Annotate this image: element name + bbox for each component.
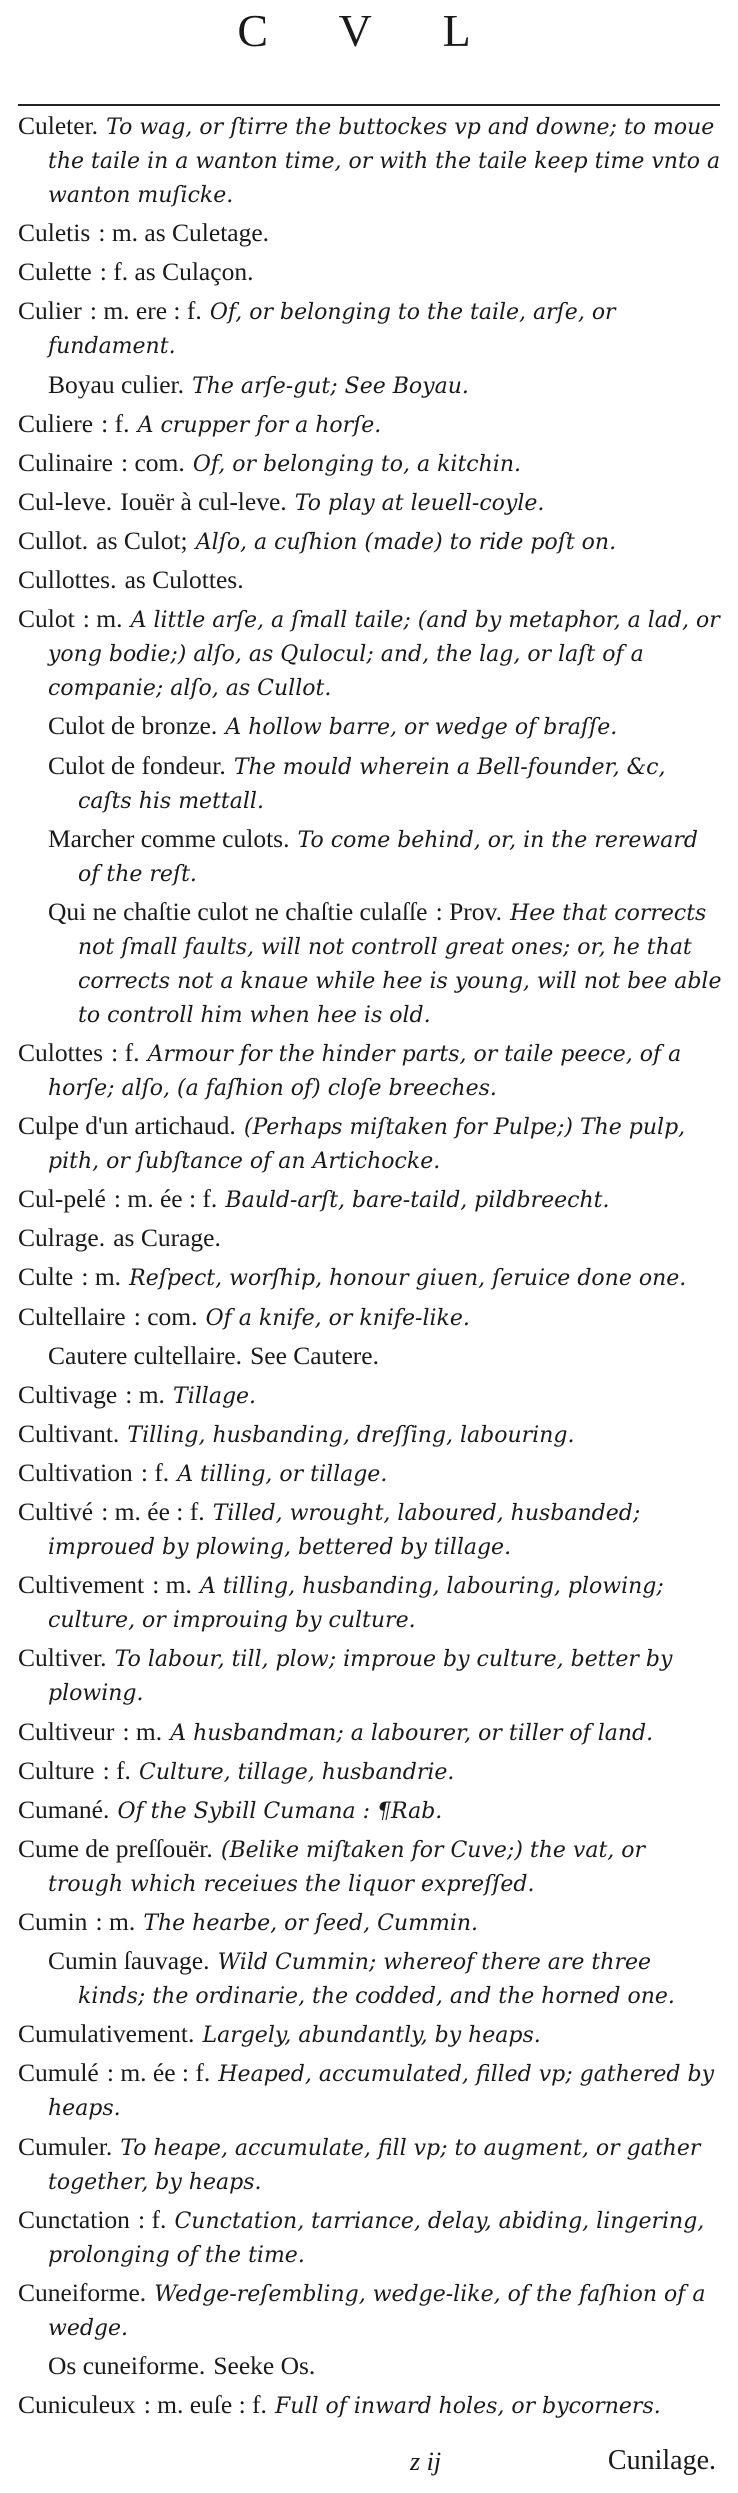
definition: To labour, till, plow; improue by culture, better by plowing. (48, 1647, 673, 1707)
grammar-note: : m. (81, 1262, 122, 1292)
definition: Largely, abundantly, by heaps. (202, 2023, 541, 2049)
headword: Cumin ſauvage. (48, 1946, 210, 1976)
definition: A husbandman; a labourer, or tiller of land. (170, 1720, 654, 1746)
headword: Cul-leve. (18, 486, 113, 516)
grammar-note: : f. (140, 1458, 170, 1487)
headword: Marcher comme culots. (48, 823, 290, 853)
dictionary-entry (18, 1222, 722, 1256)
grammar-note: as Culottes. (124, 565, 244, 595)
headword: Culetis (18, 218, 91, 248)
dictionary-entry (18, 1833, 722, 1901)
grammar-note: : f. (111, 1037, 140, 1067)
dictionary-entry (18, 1755, 722, 1789)
grammar-note: : com. (133, 1301, 198, 1331)
headword: Culpe d'un artichaud. (18, 1111, 236, 1140)
grammar-note: : m. euſe : f. (143, 2390, 267, 2419)
headword: Cultivé (18, 1497, 94, 1527)
definition: To wag, or ſtirre the buttockes vp and downe; to moue the taile in a wanton time, or with the taile keep time vnto a wanton muſicke. (48, 115, 721, 208)
headword: Cumulé (18, 2058, 99, 2088)
dictionary-entry (18, 2018, 722, 2052)
dictionary-entry (18, 1110, 722, 1178)
grammar-note: : m. (125, 1379, 165, 1409)
definition: A little arſe, a ſmall taile; (and by metaphor, a lad, or yong bodie;) alſo, as Qulocul; and, the lag, or laſt of a companie; alſo, as Cullot. (48, 608, 720, 702)
dictionary-entry (48, 2350, 722, 2384)
headword: Cuniculeux (18, 2390, 136, 2419)
dictionary-entry (18, 2204, 722, 2272)
headword: Cultiver. (18, 1643, 107, 1673)
definition: Cunctation, tarriance, delay, abiding, lingering, prolonging of the time. (48, 2208, 705, 2268)
grammar-note: See Cautere. (250, 1340, 379, 1370)
dictionary-entry (18, 1261, 722, 1295)
headword: Culot de bronze. (48, 711, 218, 741)
definition: Wedge-reſembling, wedge-like, of the faſhion of a wedge. (48, 2281, 706, 2341)
dictionary-entry (18, 256, 722, 290)
dictionary-entry (18, 1642, 722, 1710)
grammar-note: Seeke Os. (213, 2350, 316, 2380)
definition: Culture, tillage, husbandrie. (139, 1759, 455, 1785)
headword: Cul-pelé (18, 1184, 106, 1214)
dictionary-entry (18, 1569, 722, 1637)
grammar-note: : m. ée : f. (106, 2058, 211, 2088)
headword: Cumin (18, 1907, 88, 1936)
grammar-note: : m. (95, 1907, 136, 1936)
definition: (Belike miſtaken for Cuve;) the vat, or trough which receiues the liquor expreſſed. (48, 1837, 646, 1897)
dictionary-entry (48, 710, 722, 744)
dictionary-entry (18, 2277, 722, 2345)
dictionary-entry (18, 525, 722, 559)
headword: Os cuneiforme. (48, 2350, 206, 2380)
dictionary-entry (18, 2389, 722, 2423)
grammar-note: : f. (138, 2204, 167, 2234)
dictionary-entry (18, 1716, 722, 1750)
headword: Culeter. (18, 111, 99, 140)
grammar-note: : m. (82, 604, 123, 634)
headword: Cultivant. (18, 1418, 120, 1448)
header-rule (18, 104, 720, 106)
dictionary-entry (18, 564, 722, 598)
grammar-note: : m. ée : f. (101, 1497, 205, 1527)
definition: Of the Sybill Cumana : ¶Rab. (117, 1798, 443, 1824)
page-footer (0, 2429, 738, 2485)
headword: Culiere (18, 408, 94, 438)
definition: Armour for the hinder parts, or taile peece, of a horſe; alſo, (a faſhion of) cloſe breeches. (48, 1041, 682, 1101)
headword: Boyau culier. (48, 369, 184, 399)
grammar-note: : Prov. (435, 896, 502, 926)
dictionary-entry (18, 1301, 722, 1335)
grammar-note: : f. (102, 1755, 131, 1785)
headword: Cultellaire (18, 1301, 126, 1331)
dictionary-entry (18, 1183, 722, 1217)
headword: Cumuler. (18, 2131, 113, 2161)
definition: To play at leuell-coyle. (294, 490, 545, 516)
grammar-note: : f. as Culaçon. (99, 257, 254, 287)
dictionary-entry (18, 1794, 722, 1828)
headword: Culottes (18, 1037, 104, 1067)
dictionary-entry (18, 2057, 722, 2125)
headword: Cunctation (18, 2204, 130, 2234)
dictionary-entry (18, 1496, 722, 1564)
definition: The hearbe, or ſeed, Cummin. (143, 1911, 479, 1936)
headword: Culette (18, 257, 92, 287)
definition: Bauld-arſt, bare-taild, pildbreecht. (225, 1188, 610, 1214)
grammar-note: : f. (101, 408, 130, 438)
headword: Cultivation (18, 1458, 133, 1487)
signature-mark: z ij (410, 2447, 442, 2476)
definition: Wild Cummin; whereof there are three kinds; the ordinarie, the codded, and the horned one. (78, 1950, 675, 2010)
dictionary-entry (18, 1418, 722, 1452)
grammar-note: as Curage. (113, 1223, 221, 1253)
headword: Cuneiforme. (18, 2277, 147, 2307)
dictionary-entry (18, 603, 722, 705)
page-header: C V L (237, 5, 501, 56)
headword: Culot (18, 604, 75, 634)
headword: Cullot. (18, 526, 89, 555)
headword: Culrage. (18, 1223, 106, 1253)
headword: Cumané. (18, 1794, 110, 1824)
dictionary-entry (48, 1945, 722, 2013)
definition: Heaped, accumulated, filled vp; gathered by heaps. (48, 2062, 715, 2122)
headword: Cumulativement. (18, 2019, 195, 2049)
definition: Of, or belonging to the taile, arſe, or fundament. (48, 300, 616, 360)
headword: Cullottes. (18, 565, 117, 595)
grammar-note: as Culot; (96, 526, 188, 555)
headword: Culte (18, 1262, 74, 1292)
headword: Cultivement (18, 1570, 145, 1600)
headword: Cultiveur (18, 1716, 115, 1746)
definition: Full of inward holes, or bycorners. (275, 2394, 661, 2419)
dictionary-entry (18, 217, 722, 251)
dictionary-entry (48, 369, 722, 403)
dictionary-entry (18, 486, 722, 520)
definition: Of, or belonging to, a kitchin. (192, 451, 521, 477)
dictionary-entry (48, 750, 722, 818)
definition: (Perhaps miſtaken for Pulpe;) The pulp, pith, or ſubſtance of an Artichocke. (48, 1115, 686, 1174)
headword: Culot de fondeur. (48, 750, 226, 780)
grammar-note: : m. ée : f. (113, 1184, 218, 1214)
dictionary-entry (18, 447, 722, 481)
grammar-note: : m. as Culetage. (98, 218, 270, 248)
dictionary-entry (48, 823, 722, 891)
grammar-note: : m. (152, 1570, 192, 1600)
definition: A crupper for a horſe. (137, 412, 382, 438)
definition: Tilling, husbanding, dreſſing, labouring. (127, 1422, 575, 1448)
dictionary-entry (18, 1906, 722, 1940)
definition: A hollow barre, or wedge of braſſe. (225, 715, 618, 741)
definition: Alſo, a cuſhion (made) to ride poſt on. (195, 530, 617, 555)
dictionary-entry (18, 2131, 722, 2199)
definition: Reſpect, worſhip, honour giuen, ſeruice done one. (129, 1266, 687, 1292)
grammar-note: Iouër à cul-leve. (120, 486, 287, 516)
grammar-note: : m. ere : f. (89, 296, 202, 326)
headword: Culier (18, 296, 82, 326)
definition: The arſe-gut; See Boyau. (192, 373, 469, 399)
definition: The mould wherein a Bell-founder, &c, caſts his mettall. (78, 754, 666, 814)
dictionary-entry (18, 1379, 722, 1413)
definition: To heape, accumulate, fill vp; to augment, or gather together, by heaps. (48, 2135, 701, 2195)
definition: A tilling, or tillage. (177, 1462, 388, 1487)
headword: Cultivage (18, 1379, 118, 1409)
dictionary-entry (48, 896, 722, 1032)
dictionary-entry (48, 1340, 722, 1374)
dictionary-entries (18, 110, 722, 2423)
definition: A tilling, husbanding, labouring, plowing; culture, or improuing by culture. (48, 1574, 664, 1634)
headword: Culture (18, 1755, 95, 1785)
definition: To come behind, or, in the rereward of the reſt. (78, 827, 698, 887)
catchword: Cunilage. (607, 2445, 716, 2476)
definition: Tilled, wrought, laboured, husbanded; improued by plowing, bettered by tillage. (48, 1501, 641, 1561)
headword: Cautere cultellaire. (48, 1340, 242, 1370)
dictionary-entry (18, 110, 722, 212)
definition: Tillage. (173, 1383, 257, 1409)
grammar-note: : m. (122, 1716, 163, 1746)
definition: Hee that corrects not ſmall faults, will not controll great ones; or, he that corrects not a knaue while hee is young, will not bee able to controll him when hee is old. (78, 900, 722, 1028)
dictionary-entry (18, 1457, 722, 1491)
dictionary-entry (18, 295, 722, 363)
dictionary-entry (18, 1037, 722, 1105)
grammar-note: : com. (121, 447, 185, 477)
definition: Of a knife, or knife-like. (205, 1305, 470, 1331)
dictionary-entry (18, 408, 722, 442)
headword: Qui ne chaſtie culot ne chaſtie culaſſe (48, 896, 428, 926)
headword: Cume de preſſouër. (18, 1833, 213, 1863)
headword: Culinaire (18, 447, 113, 477)
